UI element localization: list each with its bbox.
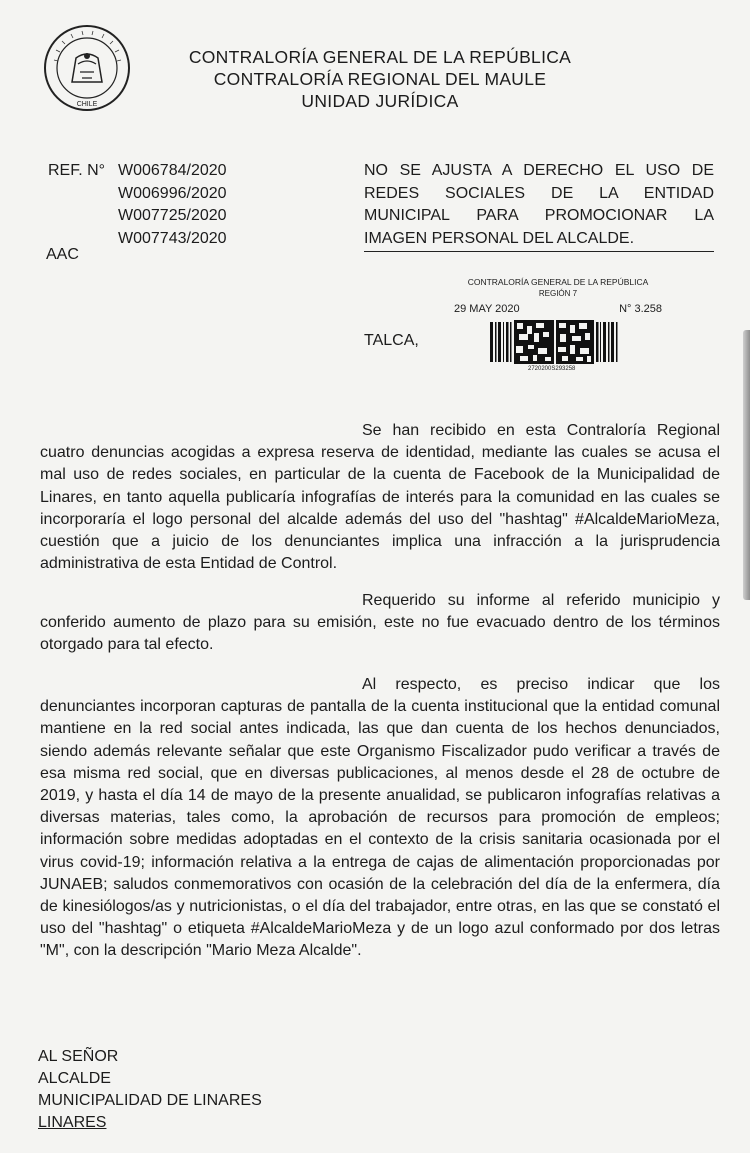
addressee-line-1: AL SEÑOR xyxy=(38,1048,119,1065)
stamp-number: N° 3.258 xyxy=(619,303,662,315)
place-label: TALCA, xyxy=(364,332,419,349)
reference-number-4: W007743/2020 xyxy=(118,229,227,247)
reference-label: REF. N° xyxy=(48,162,106,179)
letterhead xyxy=(160,46,600,112)
reference-number-3: W007725/2020 xyxy=(118,207,227,224)
addressee-line-2: ALCALDE xyxy=(38,1070,111,1087)
paragraph-3: Al respecto, es preciso indicar que los denunciantes incorporan capturas de pantalla de la cuenta institucional que la entidad comunal mantiene en la red social antes indicada, las que dan cuenta de los hechos denunciados, siendo además relevante señalar que este Organismo Fiscalizador pudo verificar a través de esa misma red social, que en diversas publicaciones, al menos desde el 28 de octubre de 2019, y hasta el día 14 de mayo de la presente anualidad, se publicaron infografías relativas a diversas materias, tales como, la aprobación de recursos para promoción de empleos; información sobre medidas adoptadas en el contexto de la crisis sanitaria ocasionada por el virus covid-19; información relativa a la entrega de cajas de alimentación proporcionadas por JUNAEB; saludos conmemorativos con ocasión de la celebración del día de la enfermera, día de kinesiólogos/as y nutricionistas, o el día del trabajador, entre otras, en las que se constató el uso del "hashtag" o etiqueta #AlcaldeMarioMeza y de un logo azul conformado por dos letras "M", con la descripción "Mario Meza Alcalde". xyxy=(40,676,720,960)
stamp-region: REGIÓN 7 xyxy=(538,289,578,298)
paragraph-2: Requerido su informe al referido municipio y conferido aumento de plazo para su emisión, este no fue evacuado dentro de los términos otorgado para tal efecto. xyxy=(40,592,720,654)
addressee-line-3: MUNICIPALIDAD DE LINARES xyxy=(38,1092,262,1109)
subject-line-3: MUNICIPAL PARA PROMOCIONAR LA xyxy=(364,207,714,224)
paragraph-1: Se han recibido en esta Contraloría Regional cuatro denuncias acogidas a expresa reserva de identidad, mediante las cuales se acusa el mal uso de redes sociales, en particular de la cuenta de Facebook de la Municipalidad de Linares, en tanto aquella publicaría infografías de interés para la comunidad en las cuales se incorporaría el logo personal del alcalde además del uso del "hashtag" #AlcaldeMarioMeza, cuestión que a juicio de los denunciantes implica una infracción a la jurisprudencia administrativa de esta Entidad de Control. xyxy=(40,422,720,573)
contraloria-seal-icon xyxy=(42,24,132,112)
letterhead-line-1: CONTRALORÍA GENERAL DE LA REPÚBLICA xyxy=(188,47,572,67)
subject-line-1: NO SE AJUSTA A DERECHO EL USO DE xyxy=(364,162,714,179)
reception-stamp xyxy=(448,276,668,372)
addressee-block xyxy=(38,1046,262,1134)
addressee-line-4: LINARES xyxy=(38,1114,107,1131)
subject-line-4: IMAGEN PERSONAL DEL ALCALDE. xyxy=(364,228,714,253)
seal-bottom-text: CHILE xyxy=(76,101,98,108)
letterhead-line-3: UNIDAD JURÍDICA xyxy=(301,91,459,111)
stamp-date: 29 MAY 2020 xyxy=(454,303,520,315)
stamp-organization: CONTRALORÍA GENERAL DE LA REPÚBLICA xyxy=(467,277,649,287)
reference-initials: AAC xyxy=(46,246,79,263)
subject-line-2: REDES SOCIALES DE LA ENTIDAD xyxy=(364,184,714,202)
letterhead-line-2: CONTRALORÍA REGIONAL DEL MAULE xyxy=(213,69,547,89)
barcode-icon xyxy=(490,320,620,364)
subject-block xyxy=(364,160,714,252)
reference-number-2: W006996/2020 xyxy=(118,184,227,202)
reference-block xyxy=(48,160,227,250)
scroll-edge-handle[interactable] xyxy=(743,330,750,600)
barcode-text: 2720200S293258 xyxy=(528,366,576,372)
reference-number-1: W006784/2020 xyxy=(118,162,227,179)
